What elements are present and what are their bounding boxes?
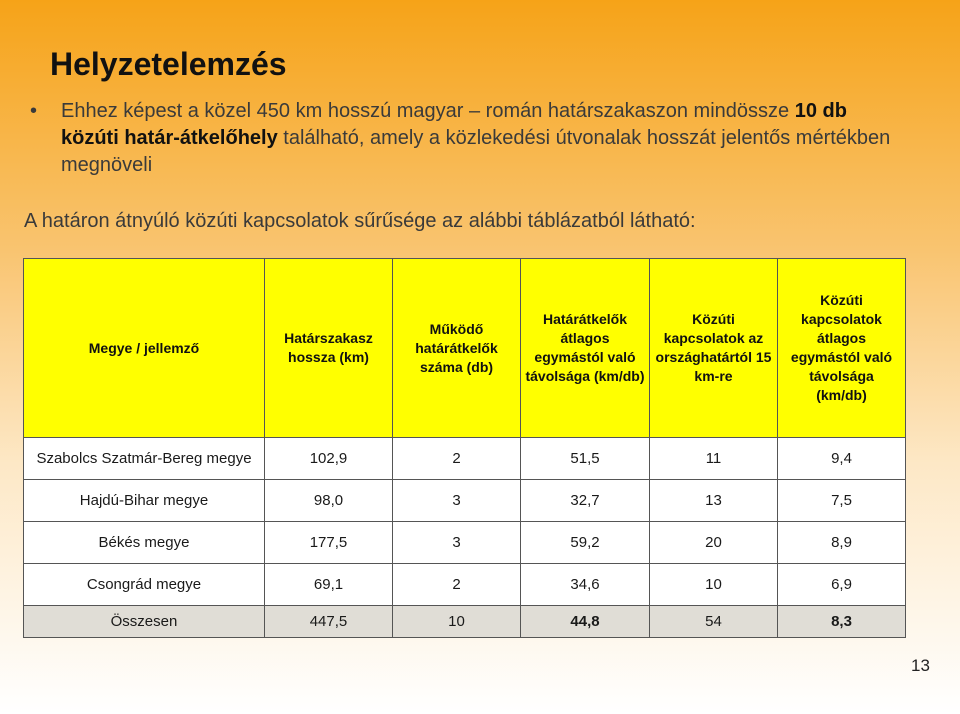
cell-total-crossings-count: 10 <box>393 606 521 638</box>
cell-border-length: 69,1 <box>265 564 393 606</box>
cell-road-links-distance: 7,5 <box>778 480 906 522</box>
cell-crossings-count: 3 <box>393 522 521 564</box>
cell-border-length: 102,9 <box>265 438 393 480</box>
cell-total-border-length: 447,5 <box>265 606 393 638</box>
bullet-text-part2: található, amely a közlekedési útvonalak hosszát jelentős mértékben megnöveli <box>61 127 891 176</box>
table-row <box>24 438 906 480</box>
intro-text: A határon átnyúló közúti kapcsolatok sűrűsége az alábbi táblázatból látható: <box>24 210 696 232</box>
cell-crossings-distance: 51,5 <box>521 438 650 480</box>
bullet-text-part1: Ehhez képest a közel 450 km hosszú magyar – román határszakaszon mindössze <box>61 100 795 122</box>
table-header-row <box>24 259 906 438</box>
cell-border-length: 177,5 <box>265 522 393 564</box>
page-number: 13 <box>911 656 930 675</box>
bullet-text-bold: 10 db közúti határ-átkelőhely <box>61 100 847 149</box>
bullet-symbol: • <box>30 100 38 122</box>
bullet-paragraph <box>30 98 910 179</box>
cell-road-links-distance: 9,4 <box>778 438 906 480</box>
table-row <box>24 522 906 564</box>
cell-crossings-count: 2 <box>393 438 521 480</box>
header-crossings-count: Működő határátkelők száma (db) <box>393 259 521 438</box>
cell-county: Szabolcs Szatmár-Bereg megye <box>24 438 265 480</box>
cell-county: Csongrád megye <box>24 564 265 606</box>
header-border-length: Határszakasz hossza (km) <box>265 259 393 438</box>
cell-total-road-links-distance: 8,3 <box>778 606 906 638</box>
cell-crossings-count: 2 <box>393 564 521 606</box>
cell-road-links: 10 <box>650 564 778 606</box>
border-crossing-table <box>23 258 906 638</box>
header-road-links: Közúti kapcsolatok az országhatártól 15 km-re <box>650 259 778 438</box>
header-crossings-distance: Határátkelők átlagos egymástól való távolsága (km/db) <box>521 259 650 438</box>
header-road-links-distance: Közúti kapcsolatok átlagos egymástól való távolsága (km/db) <box>778 259 906 438</box>
cell-county: Békés megye <box>24 522 265 564</box>
bullet-text <box>61 98 910 179</box>
table-total-row <box>24 606 906 638</box>
cell-crossings-distance: 32,7 <box>521 480 650 522</box>
cell-total-road-links: 54 <box>650 606 778 638</box>
cell-crossings-distance: 34,6 <box>521 564 650 606</box>
table-row <box>24 564 906 606</box>
cell-total-label: Összesen <box>24 606 265 638</box>
header-county: Megye / jellemző <box>24 259 265 438</box>
cell-road-links: 13 <box>650 480 778 522</box>
cell-road-links-distance: 8,9 <box>778 522 906 564</box>
cell-road-links: 11 <box>650 438 778 480</box>
cell-crossings-count: 3 <box>393 480 521 522</box>
cell-crossings-distance: 59,2 <box>521 522 650 564</box>
table-row <box>24 480 906 522</box>
cell-total-crossings-distance: 44,8 <box>521 606 650 638</box>
cell-county: Hajdú-Bihar megye <box>24 480 265 522</box>
cell-border-length: 98,0 <box>265 480 393 522</box>
cell-road-links-distance: 6,9 <box>778 564 906 606</box>
slide-title: Helyzetelemzés <box>50 46 287 82</box>
cell-road-links: 20 <box>650 522 778 564</box>
